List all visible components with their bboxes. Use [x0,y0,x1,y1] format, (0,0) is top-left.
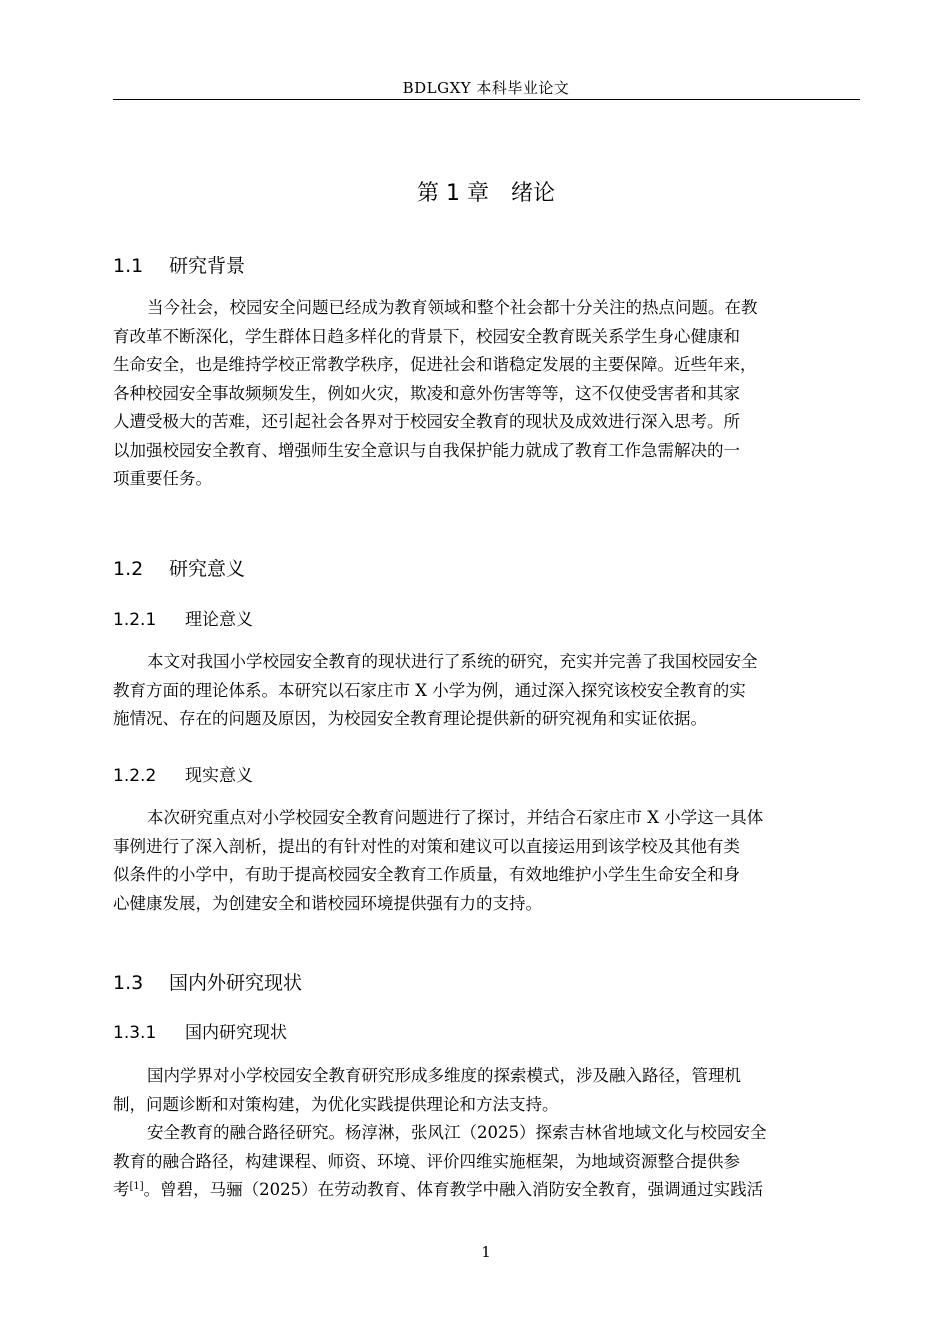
text-line: 制，问题诊断和对策构建，为优化实践提供理论和方法支持。 [113,1094,559,1114]
section-heading-1-3 [113,969,302,997]
subsection-heading-1-2-2 [113,763,253,789]
subsection-title: 理论意义 [185,610,253,630]
text-line: 生命安全，也是维持学校正常教学秩序，促进社会和谐稳定发展的主要保障。近些年来， [113,355,757,374]
section-number: 1.3 [113,972,144,994]
section-title: 研究意义 [169,558,246,580]
section-heading-1-2 [113,555,245,583]
section-title: 研究背景 [169,255,246,277]
subsection-title: 国内研究现状 [185,1023,287,1043]
text-line: 国内学界对小学校园安全教育研究形成多维度的探索模式，涉及融入路径，管理机 [147,1066,741,1085]
text-line: 当今社会，校园安全问题已经成为教育领域和整个社会都十分关注的热点问题。在教 [147,298,758,317]
text-line: 项重要任务。 [113,469,212,488]
chapter-number: 第 1 章 [417,181,489,206]
section-heading-1-1 [113,252,245,280]
paragraph-practical [113,804,863,918]
text-line: 似条件的小学中，有助于提高校园安全教育工作质量，有效地维护小学生生命安全和身 [113,865,740,884]
text-line: 事例进行了深入剖析，提出的有针对性的对策和建议可以直接运用到该学校及其他有类 [113,836,740,856]
subsection-title: 现实意义 [185,766,253,786]
paragraph-theoretical [113,648,863,734]
text-line: 人遭受极大的苦难，还引起社会各界对于校园安全教育的现状及成效进行深入思考。所 [113,412,740,431]
text-line: 教育方面的理论体系。本研究以石家庄市 X 小学为例，通过深入探究该校安全教育的实 [113,680,746,700]
text-fragment: 。曾碧，马骊（2025）在劳动教育、体育教学中融入消防安全教育，强调通过实践活 [143,1180,764,1199]
section-number: 1.1 [113,255,144,277]
page-number: 1 [481,1243,491,1261]
subsection-heading-1-2-1 [113,607,253,633]
text-line: 各种校园安全事故频频发生，例如火灾，欺凌和意外伤害等等，这不仅使受害者和其家 [113,383,740,403]
section-number: 1.2 [113,558,144,580]
subsection-number: 1.2.1 [113,610,157,630]
subsection-number: 1.3.1 [113,1023,157,1043]
text-line: 以加强校园安全教育、增强师生安全意识与自我保护能力就成了教育工作急需解决的一 [113,440,740,460]
paragraph-domestic-overview [113,1062,863,1119]
section-title: 国内外研究现状 [169,972,303,994]
chapter-title: 绪论 [510,181,555,206]
text-line: 本次研究重点对小学校园安全教育问题进行了探讨，并结合石家庄市 X 小学这一具体 [147,808,764,827]
paragraph-background [113,294,863,494]
subsection-number: 1.2.2 [113,766,157,786]
text-line-with-citation [113,1176,863,1205]
text-line: 施情况、存在的问题及原因，为校园安全教育理论提供新的研究视角和实证依据。 [113,709,707,728]
text-line: 本文对我国小学校园安全教育的现状进行了系统的研究，充实并完善了我国校园安全 [147,652,758,671]
text-line: 心健康发展，为创建安全和谐校园环境提供强有力的支持。 [113,893,542,913]
citation-marker[interactable]: [1] [129,1181,144,1192]
chapter-heading [113,178,859,210]
subsection-heading-1-3-1 [113,1020,287,1046]
text-line: 安全教育的融合路径研究。杨淳淋，张风江（2025）探索吉林省地域文化与校园安全 [147,1123,767,1142]
text-line: 育改革不断深化，学生群体日趋多样化的背景下，校园安全教育既关系学生身心健康和 [113,326,740,346]
text-fragment: 考 [113,1180,130,1199]
paragraph-integration-paths [113,1119,863,1205]
header-rule [113,99,860,100]
running-header: BDLGXY 本科毕业论文 [402,79,570,97]
text-line: 教育的融合路径，构建课程、师资、环境、评价四维实施框架，为地域资源整合提供参 [113,1151,740,1171]
